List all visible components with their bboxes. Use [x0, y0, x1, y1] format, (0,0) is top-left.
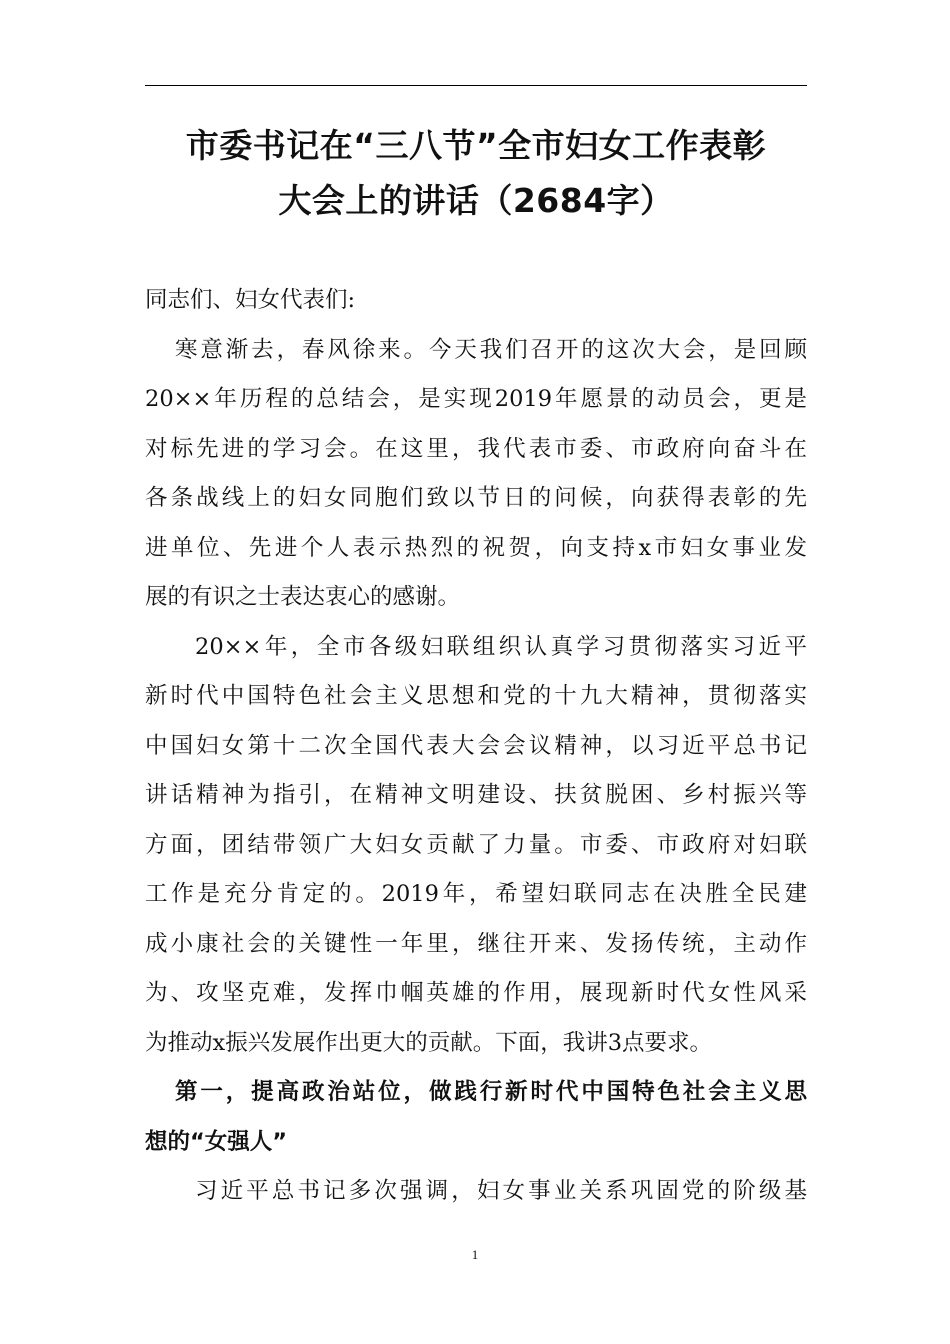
title-line: 市委书记在“三八节”全市妇女工作表彰	[185, 126, 767, 165]
paragraph-line: 讲话精神为指引，在精神文明建设、扶贫脱困、乡村振兴等	[145, 782, 807, 808]
page-number: 1	[471, 1247, 479, 1262]
paragraph-line: 中国妇女第十二次全国代表大会会议精神，以习近平总书记	[145, 732, 807, 759]
paragraph-line: 方面，团结带领广大妇女贡献了力量。市委、市政府对妇联	[145, 831, 807, 858]
paragraph-review	[145, 623, 807, 1069]
paragraph-line: 工作是充分肯定的。2019年，希望妇联同志在决胜全民建	[145, 881, 807, 907]
paragraph-line: 为、攻坚克难，发挥巾帼英雄的作用，展现新时代女性风采	[145, 980, 807, 1006]
paragraph-line: 20××年，全市各级妇联组织认真学习贯彻落实习近平	[195, 633, 807, 660]
heading-line: 想的“女强人”	[145, 1128, 288, 1155]
title-line: 大会上的讲话（2684字）	[278, 181, 674, 220]
paragraph-section-1	[145, 1167, 807, 1217]
document-title	[145, 118, 807, 228]
section-heading-1	[145, 1068, 807, 1167]
paragraph-line: 新时代中国特色社会主义思想和党的十九大精神，贯彻落实	[145, 683, 807, 709]
salutation: 同志们、妇女代表们:	[145, 287, 356, 313]
heading-line: 第一，提高政治站位，做践行新时代中国特色社会主义思	[175, 1079, 807, 1105]
paragraph-line: 对标先进的学习会。在这里，我代表市委、市政府向奋斗在	[145, 435, 807, 462]
paragraph-line: 成小康社会的关键性一年里，继往开来、发扬传统，主动作	[145, 930, 807, 957]
paragraph-line: 习近平总书记多次强调，妇女事业关系巩固党的阶级基	[195, 1178, 807, 1204]
paragraph-line: 各条战线上的妇女同胞们致以节日的问候，向获得表彰的先	[145, 485, 807, 511]
paragraph-line: 寒意渐去，春风徐来。今天我们召开的这次大会，是回顾	[175, 336, 807, 363]
paragraph-line: 为推动x振兴发展作出更大的贡献。下面，我讲3点要求。	[145, 1029, 713, 1056]
document-body	[145, 276, 807, 1217]
paragraph-opening	[145, 326, 807, 623]
paragraph-line: 20××年历程的总结会，是实现2019年愿景的动员会，更是	[145, 386, 807, 412]
paragraph-line: 进单位、先进个人表示热烈的祝贺，向支持x市妇女事业发	[145, 534, 807, 561]
header-rule	[145, 85, 807, 86]
paragraph-line: 展的有识之士表达衷心的感谢。	[145, 584, 461, 610]
